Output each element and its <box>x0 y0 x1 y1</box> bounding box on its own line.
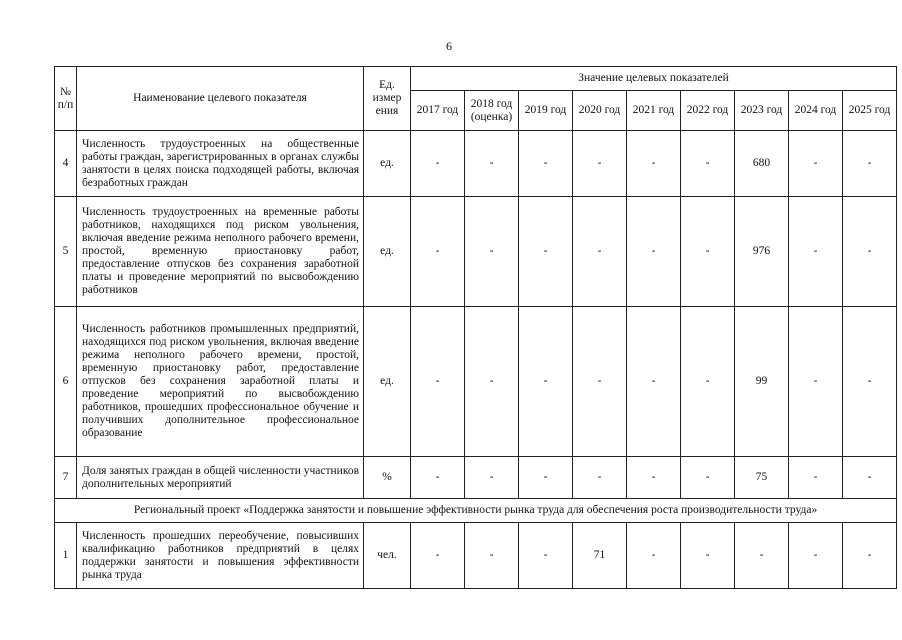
value-cell: - <box>627 457 681 499</box>
value-cell: - <box>681 197 735 307</box>
row-num: 5 <box>55 197 77 307</box>
table-row <box>55 197 897 307</box>
value-cell: - <box>789 131 843 197</box>
unit-cell: чел. <box>364 523 411 589</box>
value-cell: - <box>573 197 627 307</box>
indicator-name: Численность работников промышленных предприятий, находящихся под риском увольнения, включая введение режима неполного рабочего времени, простой, временную приостановку работ, предоставление отпусков без сохранения заработной платы и проведение мероприятий по высвобождению работников, прошедших профессиональное обучение и получивших дополнительное профессиональное образование <box>77 307 364 457</box>
value-cell: - <box>411 523 465 589</box>
value-cell: - <box>789 307 843 457</box>
value-cell: - <box>573 131 627 197</box>
indicator-name: Численность трудоустроенных на общественные работы граждан, зарегистрированных в органах службы занятости в целях поиска подходящей работы, включая безработных граждан <box>77 131 364 197</box>
value-cell: - <box>519 523 573 589</box>
header-year: 2020 год <box>573 91 627 131</box>
value-cell: 71 <box>573 523 627 589</box>
value-cell: - <box>627 131 681 197</box>
value-cell: - <box>519 197 573 307</box>
header-num: № п/п <box>55 67 77 131</box>
value-cell: - <box>465 457 519 499</box>
row-num: 1 <box>55 523 77 589</box>
value-cell: - <box>735 523 789 589</box>
header-row <box>55 67 897 91</box>
value-cell: - <box>573 307 627 457</box>
value-cell: - <box>789 197 843 307</box>
row-num: 6 <box>55 307 77 457</box>
value-cell: 976 <box>735 197 789 307</box>
value-cell: - <box>627 523 681 589</box>
value-cell: - <box>411 197 465 307</box>
header-values-group: Значение целевых показателей <box>411 67 897 91</box>
value-cell: - <box>411 131 465 197</box>
header-year: 2019 год <box>519 91 573 131</box>
table-row <box>55 457 897 499</box>
value-cell: - <box>465 307 519 457</box>
value-cell: - <box>681 523 735 589</box>
project-title: Региональный проект «Поддержка занятости и повышение эффективности рынка труда для обеспечения роста производительности труда» <box>55 499 897 523</box>
value-cell: 99 <box>735 307 789 457</box>
value-cell: - <box>681 131 735 197</box>
value-cell: - <box>465 131 519 197</box>
value-cell: - <box>573 457 627 499</box>
value-cell: - <box>519 131 573 197</box>
value-cell: - <box>681 307 735 457</box>
row-num: 4 <box>55 131 77 197</box>
table-row <box>55 307 897 457</box>
row-num: 7 <box>55 457 77 499</box>
indicator-name: Доля занятых граждан в общей численности участников дополнительных мероприятий <box>77 457 364 499</box>
value-cell: - <box>465 523 519 589</box>
unit-cell: % <box>364 457 411 499</box>
header-year: 2018 год (оценка) <box>465 91 519 131</box>
value-cell: - <box>681 457 735 499</box>
value-cell: - <box>843 457 897 499</box>
value-cell: - <box>627 307 681 457</box>
header-name: Наименование целевого показателя <box>77 67 364 131</box>
header-year: 2017 год <box>411 91 465 131</box>
header-year: 2023 год <box>735 91 789 131</box>
table-row <box>55 523 897 589</box>
value-cell: - <box>843 523 897 589</box>
table-row <box>55 131 897 197</box>
value-cell: 680 <box>735 131 789 197</box>
page-number: 6 <box>446 39 452 53</box>
value-cell: - <box>465 197 519 307</box>
header-year: 2022 год <box>681 91 735 131</box>
value-cell: - <box>519 307 573 457</box>
value-cell: 75 <box>735 457 789 499</box>
value-cell: - <box>519 457 573 499</box>
header-unit: Ед. измер ения <box>364 67 411 131</box>
value-cell: - <box>627 197 681 307</box>
indicator-name: Численность прошедших переобучение, повысивших квалификацию работников предприятий в целях поддержки занятости и повышения эффективности рынка труда <box>77 523 364 589</box>
unit-cell: ед. <box>364 197 411 307</box>
value-cell: - <box>843 197 897 307</box>
unit-cell: ед. <box>364 307 411 457</box>
value-cell: - <box>411 457 465 499</box>
header-year: 2025 год <box>843 91 897 131</box>
target-indicators-table <box>54 66 897 589</box>
value-cell: - <box>411 307 465 457</box>
project-section-row <box>55 499 897 523</box>
value-cell: - <box>789 457 843 499</box>
value-cell: - <box>843 131 897 197</box>
value-cell: - <box>843 307 897 457</box>
header-year: 2024 год <box>789 91 843 131</box>
header-year: 2021 год <box>627 91 681 131</box>
indicator-name: Численность трудоустроенных на временные работы работников, находящихся под риском увольнения, включая введение режима неполного рабочего времени, простой, временную приостановку работ, предоставление отпусков без сохранения заработной платы и проведение мероприятий по высвобождению работников <box>77 197 364 307</box>
value-cell: - <box>789 523 843 589</box>
unit-cell: ед. <box>364 131 411 197</box>
